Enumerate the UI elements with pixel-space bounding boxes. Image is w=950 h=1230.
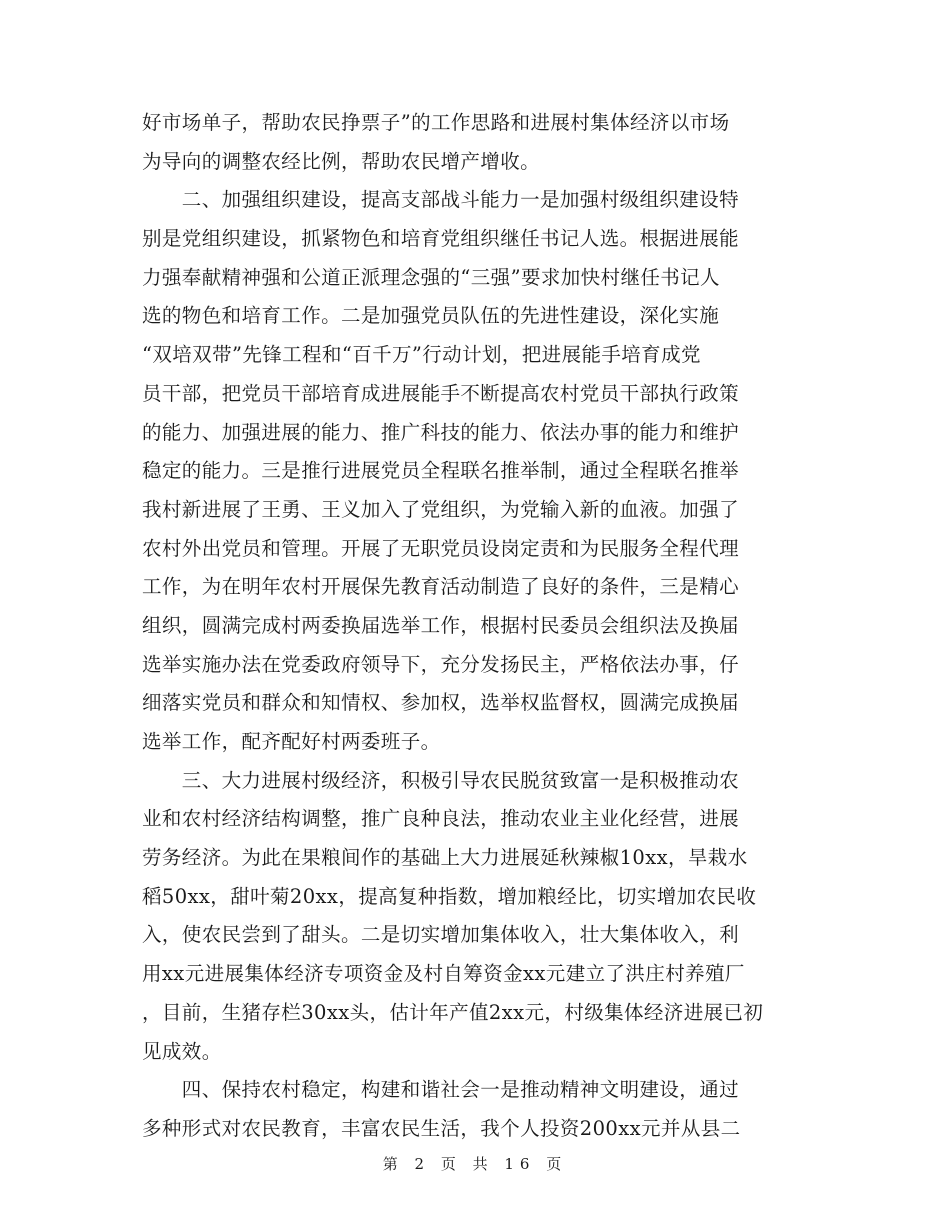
- text-line: ，目前，生猪存栏30xx头，估计年产值2xx元，村级集体经济进展已初: [142, 1000, 764, 1024]
- text-line: 二、加强组织建设，提高支部战斗能力一是加强村级组织建设特: [142, 188, 740, 212]
- text-line: 四、保持农村稳定，构建和谐社会一是推动精神文明建设，通过: [142, 1078, 740, 1102]
- text-line: “双培双带”先锋工程和“百千万”行动计划，把进展能手培育成党: [142, 343, 701, 367]
- text-line: 选举工作，配齐配好村两委班子。: [142, 730, 441, 753]
- text-line: 劳务经济。为此在果粮间作的基础上大力进展延秋辣椒10xx，旱栽水: [142, 846, 748, 870]
- text-line: 稻50xx，甜叶菊20xx，提高复种指数，增加粮经比，切实增加农民收: [142, 884, 757, 908]
- text-line: 别是党组织建设，抓紧物色和培育党组织继任书记人选。根据进展能: [142, 227, 740, 251]
- text-line: 工作，为在明年农村开展保先教育活动制造了良好的条件，三是精心: [142, 575, 740, 599]
- text-line: 好市场单子，帮助农民挣票子”的工作思路和进展村集体经济以市场: [142, 111, 730, 134]
- text-line: 员干部，把党员干部培育成进展能手不断提高农村党员干部执行政策: [142, 381, 740, 405]
- text-line: 为导向的调整农经比例，帮助农民增产增收。: [142, 149, 541, 173]
- text-line: 选举实施办法在党委政府领导下，充分发扬民主，严格依法办事，仔: [142, 652, 740, 676]
- text-line: 力强奉献精神强和公道正派理念强的“三强”要求加快村继任书记人: [142, 265, 720, 289]
- text-line: 用xx元进展集体经济专项资金及村自筹资金xx元建立了洪庄村养殖厂: [142, 962, 745, 986]
- text-line: 稳定的能力。三是推行进展党员全程联名推举制，通过全程联名推举: [142, 459, 740, 483]
- text-line: 选的物色和培育工作。二是加强党员队伍的先进性建设，深化实施: [142, 304, 720, 328]
- text-line: 农村外出党员和管理。开展了无职党员设岗定责和为民服务全程代理: [142, 536, 740, 560]
- text-line: 见成效。: [142, 1039, 222, 1063]
- text-line: 入，使农民尝到了甜头。二是切实增加集体收入，壮大集体收入，利: [142, 923, 740, 947]
- text-line: 我村新进展了王勇、王义加入了党组织，为党输入新的血液。加强了: [142, 497, 740, 521]
- text-line: 多种形式对农民教育，丰富农民生活，我个人投资200xx元并从县二: [142, 1116, 741, 1140]
- document-body: [142, 104, 822, 1149]
- page-footer: 第 2 页 共 16 页: [382, 1155, 568, 1173]
- text-line: 三、大力进展村级经济，积极引导农民脱贫致富一是积极推动农: [142, 768, 740, 792]
- text-line: 的能力、加强进展的能力、推广科技的能力、依法办事的能力和维护: [142, 420, 740, 444]
- text-line: 细落实党员和群众和知情权、参加权，选举权监督权，圆满完成换届: [142, 691, 740, 715]
- text-line: 组织，圆满完成村两委换届选举工作，根据村民委员会组织法及换届: [142, 613, 740, 637]
- text-line: 业和农村经济结构调整，推广良种良法，推动农业主业化经营，进展: [142, 807, 740, 831]
